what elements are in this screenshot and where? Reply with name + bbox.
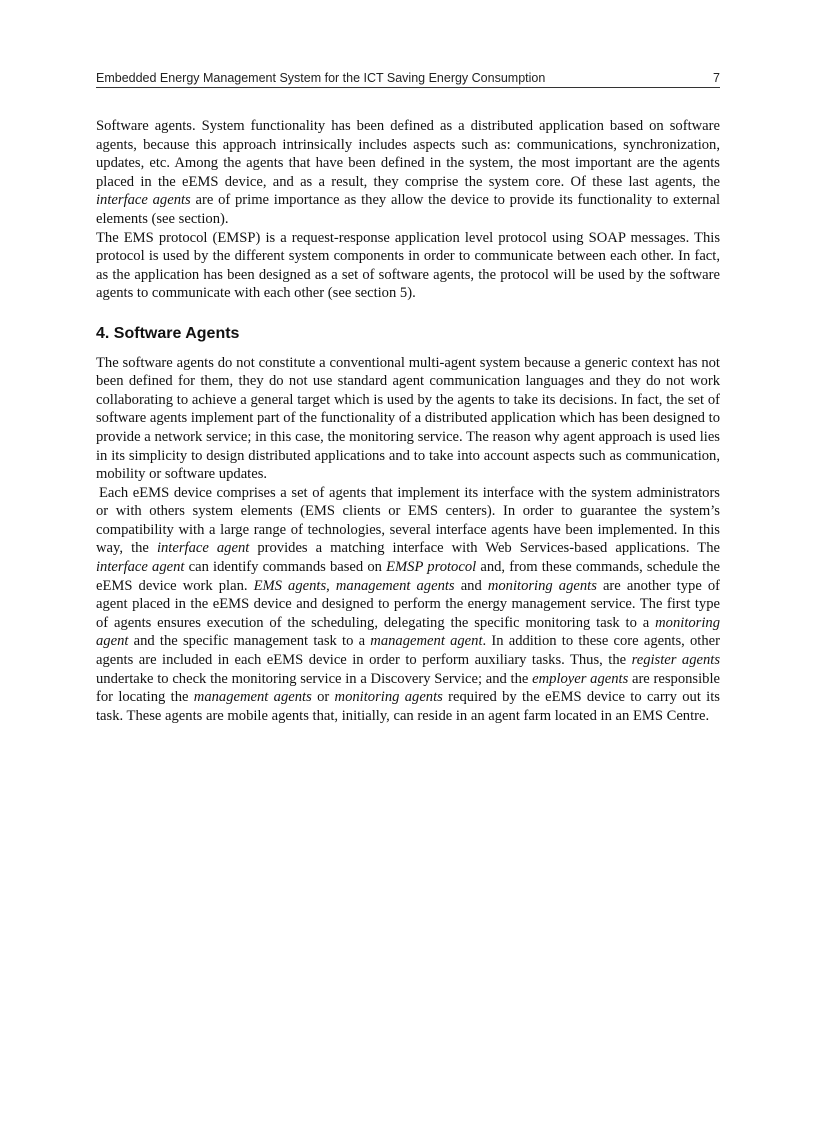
text-run: required by the eEMS device to carry out its task. These agents are mobile agents that, initially, can reside in an agent farm located in an EMS Centre. — [96, 689, 720, 724]
text-run: are responsible for locating the — [96, 670, 720, 706]
italic-term: management agent — [370, 633, 483, 650]
body-text — [96, 117, 720, 725]
text-run: , — [326, 577, 336, 594]
text-run: Software agents. System functionality has been defined as a distributed application based on software agents, because this approach intrinsically includes aspects such as: communications, synchronization, updates, etc. Among the agents that have been defined in the system, the most important are the agents placed in the eEMS device, and as a result, they comprise the system core. Of these last agents, the — [96, 118, 720, 190]
paragraph-section4-intro: The software agents do not constitute a conventional multi-agent system because a generic context has not been defined for them, they do not use standard agent communication languages and they do not work collaborating to achieve a general target which is used by the agents to take its decisions. In fact, the set of software agents implement part of the functionality of a distributed application which has been designed to provide a network service; in this case, the monitoring service. The reason why agent approach is used lies in its simplicity to design distributed applications and to take into account aspects such as communication, mobility or software updates. — [96, 354, 720, 483]
running-header — [96, 71, 720, 88]
paragraph-eems-agents — [96, 484, 720, 726]
italic-term: interface agents — [96, 192, 191, 209]
text-run: are of prime importance as they allow the device to provide its functionality to external elements (see section). — [96, 192, 720, 227]
section-heading: 4. Software Agents — [96, 324, 240, 342]
italic-term: interface agent — [156, 540, 250, 557]
italic-term: management agents — [193, 689, 312, 706]
text-run: . In addition to these core agents, other agents are included in each eEMS device in order to perform auxiliary tasks. Thus, the — [96, 633, 720, 669]
page-number: 7 — [713, 71, 720, 85]
italic-term: monitoring agent — [96, 614, 720, 650]
text-run: undertake to check the monitoring service in a Discovery Service; and the — [96, 670, 533, 687]
running-title: Embedded Energy Management System for the ICT Saving Energy Consumption — [96, 71, 546, 85]
paragraph-emsp: The EMS protocol (EMSP) is a request-response application level protocol using SOAP messages. This protocol is used by the different system components in order to communicate between each other. In fact, as the application has been designed as a set of software agents, the protocol will be used by the software agents to communicate with each other (see section 5). — [96, 229, 720, 302]
text-run: Each eEMS device comprises a set of agents that implement its interface with the system administrators or with others system elements (EMS clients or EMS centers). In order to guarantee the system’s compatibility with a large range of technologies, several interface agents have been implemented. In this way, the — [96, 484, 720, 557]
italic-term: management agents — [335, 577, 455, 594]
paragraph-software-agents — [96, 117, 720, 229]
italic-term: EMSP protocol — [386, 559, 477, 576]
italic-term: monitoring agents — [487, 577, 597, 594]
italic-term: interface agent — [96, 559, 185, 576]
text-run: and, from these commands, schedule the eEMS device work plan. — [96, 559, 720, 594]
italic-term: employer agents — [532, 670, 629, 687]
text-run: are another type of agent placed in the eEMS device and designed to perform the energy management service. The first type of agents ensures execution of the scheduling, delegating the specific monitoring task to a — [96, 577, 721, 631]
italic-term: monitoring agents — [334, 689, 443, 706]
italic-term: register agents — [631, 652, 721, 669]
text-run: and the specific management task to a — [128, 633, 371, 650]
text-run: provides a matching interface with Web Services-based applications. The — [249, 540, 720, 557]
italic-term: EMS agents — [253, 577, 327, 594]
text-run: and — [454, 577, 488, 594]
text-run: can identify commands based on — [184, 559, 387, 576]
text-run: or — [311, 689, 335, 706]
